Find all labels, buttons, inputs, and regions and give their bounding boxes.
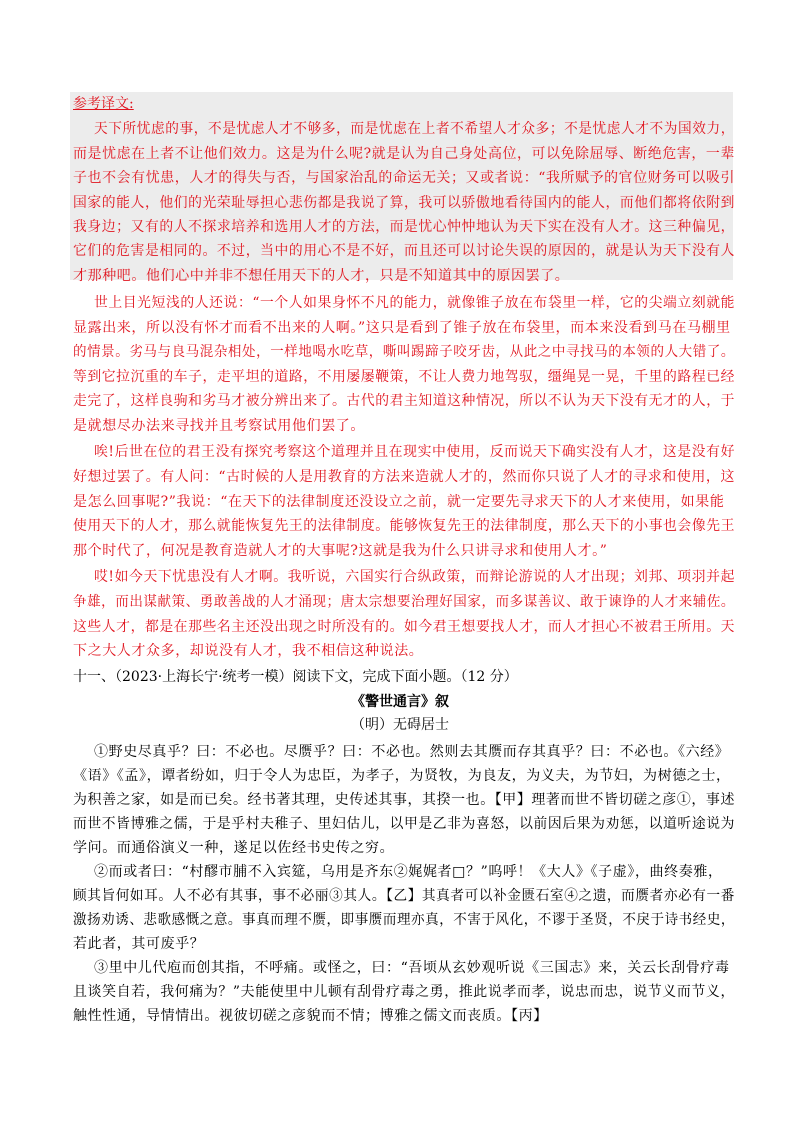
translation-line: 哎!如今天下忧患没有人才啊。我听说，六国实行合纵政策，而辩论游说的人才出现；刘邦、项羽并起 <box>94 569 735 585</box>
translation-line: 是就想尽办法来寻找并且考察试用他们罢了。 <box>73 418 365 434</box>
translation-line: 显露出来，所以没有怀才而看不出来的人啊。”这只是看到了锥子放在布袋里，而本来没看到马在马棚里 <box>73 320 731 336</box>
translation-line: 走完了，这样良驹和劣马才被分辨出来了。古代的君主知道这种情况，所以不认为天下没有无才的人，于 <box>73 393 735 409</box>
passage-line: 学问。而通俗演义一种，遂足以佐经书史传之穷。 <box>73 840 395 856</box>
translation-line: 使用天下的人才，那么就能恢复先王的法律制度。能够恢复先王的法律制度，那么天下的小事也会像先王 <box>73 518 735 534</box>
passage-title: 《警世通言》叙 <box>351 694 449 710</box>
passage-line: 若此者，其可废乎？ <box>73 936 205 952</box>
translation-line: 的情景。劣马与良马混杂相处，一样地喝水吃草，嘶叫踢蹄子咬牙齿，从此之中寻找马的本领的人大错了。 <box>73 344 735 360</box>
passage-line: ②而或者曰：“村醪市脯不入宾筵，乌用是齐东②娓娓者□？”呜呼！《大人》《子虚》，曲终奏雅， <box>94 864 723 880</box>
translation-line: 子也不会有忧患，人才的得失与否，与国家治乱的命运无关；又或者说：“我所赋予的官位财务可以吸引 <box>73 170 735 186</box>
translation-line: 是怎么回事呢?”我说：“在天下的法律制度还没设立之前，就一定要先寻求天下的人才来使用，如果能 <box>73 494 725 510</box>
translation-line: 下之大人才众多，却说没有人才，我不相信这种说法。 <box>73 643 424 659</box>
passage-line: 而世不皆博雅之儒，于是乎村夫稚子、里妇估儿，以甲是乙非为喜怒，以前因后果为劝惩，以道听途说为 <box>73 816 735 832</box>
translation-line: 好想过罢了。有人问：“古时候的人是用教育的方法来造就人才的，然而你只说了人才的寻求和使用，这 <box>73 469 735 485</box>
translation-line: 而是忧虑在上者不让他们效力。这是为什么呢?就是认为自己身处高位，可以免除屈辱、断绝危害，一辈 <box>73 146 735 162</box>
translation-line: 唉!后世在位的君王没有探究考察这个道理并且在现实中使用，反而说天下确实没有人才，这是没有好 <box>94 444 735 460</box>
translation-line: 它们的危害是相同的。不过，当中的用心不是不好，而且还可以讨论失误的原因的，就是认为天下没有人 <box>73 243 735 259</box>
translation-line: 我身边；又有的人不探求培养和选用人才的方法，而是忧心忡忡地认为天下实在没有人才。这三种偏见， <box>73 219 735 235</box>
passage-line: ③里中儿代庖而创其指，不呼痛。或怪之，曰：“吾顷从玄妙观听说《三国志》来，关云长刮骨疗毒 <box>94 960 730 976</box>
passage-line: 触性性通，导情情出。视彼切磋之彦貌而不情；博雅之儒文而丧质。【丙】 <box>73 1008 548 1024</box>
passage-line: 且谈笑自若，我何痛为？”夫能使里中儿顿有刮骨疗毒之勇，推此说孝而孝，说忠而忠，说节义而节义， <box>73 984 735 1000</box>
translation-line: 天下所忧虑的事，不是忧虑人才不够多，而是忧虑在上者不希望人才众多；不是忧虑人才不为国效力， <box>94 121 735 137</box>
translation-line: 世上目光短浅的人还说：“一个人如果身怀不凡的能力，就像锥子放在布袋里一样，它的尖端立刻就能 <box>94 295 735 311</box>
translation-line: 争雄，而出谋献策、勇敢善战的人才涌现；唐太宗想要治理好国家，而多谋善议、敢于谏诤的人才来辅佐。 <box>73 594 735 610</box>
question-header: 十一、（2023·上海长宁·统考一模）阅读下文，完成下面小题。（12 分） <box>73 669 518 685</box>
translation-line: 这些人才，都是在那些名主还没出现之时所没有的。如今君王想要找人才，而人才担心不被君王所用。天 <box>73 619 735 635</box>
translation-label: 参考译文: <box>73 96 134 112</box>
passage-line: ①野史尽真乎？曰：不必也。尽赝乎？曰：不必也。然则去其赝而存其真乎？曰：不必也。《六经》 <box>94 744 730 760</box>
translation-line: 等到它拉沉重的车子，走平坦的道路，不用屡屡鞭策，不让人费力地驾驭，缰绳晃一晃，千里的路程已经 <box>73 369 735 385</box>
passage-line: 为积善之家，如是而已矣。经书著其理，史传述其事，其揆一也。【甲】理著而世不皆切磋之彦①，事述 <box>73 792 735 808</box>
passage-line: 《语》《孟》，谭者纷如，归于令人为忠臣，为孝子，为贤牧，为良友，为义夫，为节妇，为树德之士， <box>73 768 731 784</box>
translation-line: 那个时代了，何况是教育造就人才的大事呢?这就是我为什么只讲寻求和使用人才。” <box>73 543 608 559</box>
translation-line: 国家的能人，他们的光荣耻辱担心悲伤都是我说了算，我可以骄傲地看待国内的能人，而他们都将依附到 <box>73 195 735 211</box>
passage-line: 激扬劝诱、悲歌感慨之意。事真而理不赝，即事赝而理亦真，不害于风化，不谬于圣贤，不戾于诗书经史， <box>73 912 735 928</box>
passage-author: （明）无碍居士 <box>351 717 449 733</box>
passage-line: 顾其旨何如耳。人不必有其事，事不必丽③其人。【乙】其真者可以补金匮石室④之遗，而赝者亦必有一番 <box>73 888 735 904</box>
translation-line: 才那种吧。他们心中并非不想任用天下的人才，只是不知道其中的原因罢了。 <box>73 268 570 284</box>
